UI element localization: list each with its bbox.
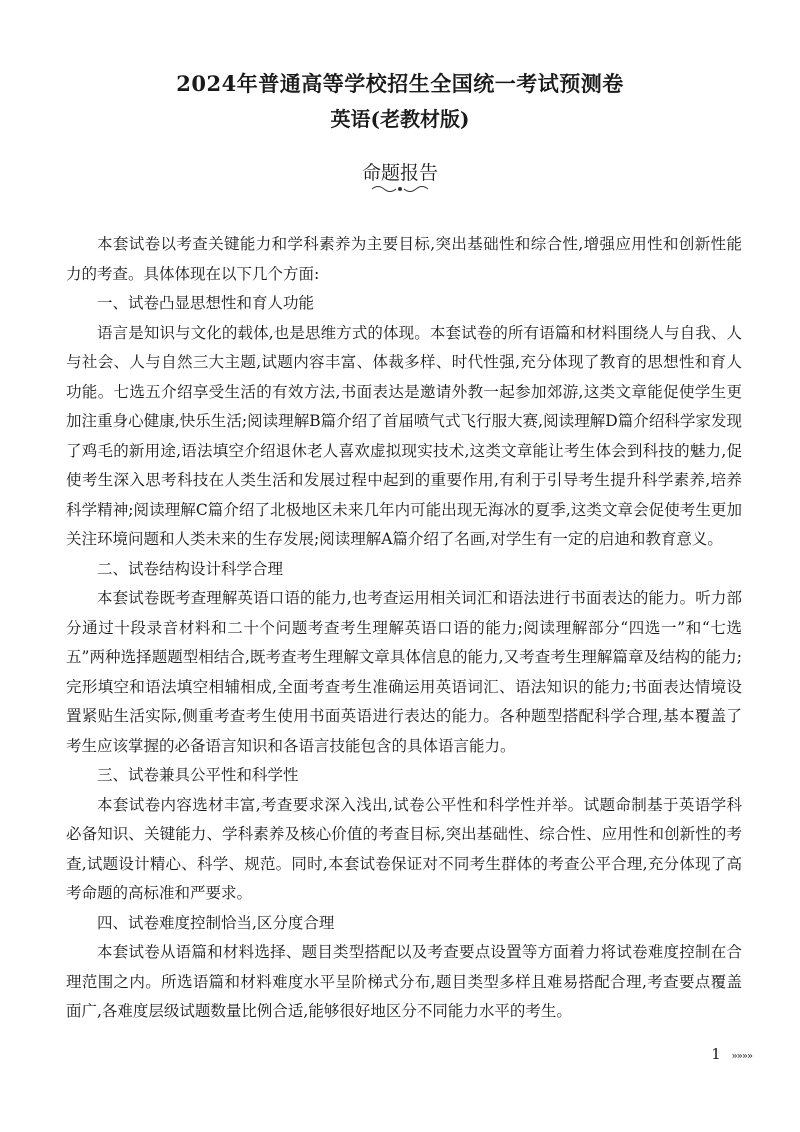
section-heading-3: 三、试卷兼具公平性和科学性 — [97, 766, 299, 784]
report-heading: 命题报告 — [361, 162, 438, 184]
document-title: 2024年普通高等学校招生全国统一考试预测卷 — [176, 71, 624, 96]
section-paragraph-4: 本套试卷从语篇和材料选择、题目类型搭配以及考查要点设置等方面着力将试卷难度控制在合理范围之内。所选语篇和材料难度水平呈阶梯式分布,题目类型多样且难易搭配合理,考查要点覆盖面广,各难度层级试题数量比例合适,能够很好地区分不同能力水平的考生。 — [66, 943, 742, 1020]
page-arrows-icon: »»»» — [731, 1051, 752, 1062]
ornament-divider — [370, 183, 430, 195]
page-footer — [711, 1045, 752, 1063]
section-heading-2: 二、试卷结构设计科学合理 — [97, 559, 284, 578]
section-paragraph-3: 本套试卷内容选材丰富,考查要求深入浅出,试卷公平性和科学性并举。试题命制基于英语学科必备知识、关键能力、学科素养及核心价值的考查目标,突出基础性、综合性、应用性和创新性的考查,试题设计精心、科学、规范。同时,本套试卷保证对不同考生群体的考查公平合理,充分体现了高考命题的高标准和严要求。 — [66, 795, 742, 902]
page-number: 1 — [711, 1045, 721, 1063]
section-heading-4: 四、试卷难度控制恰当,区分度合理 — [97, 913, 335, 932]
section-paragraph-1: 语言是知识与文化的载体,也是思维方式的体现。本套试卷的所有语篇和材料围绕人与自我、人与社会、人与自然三大主题,试题内容丰富、体裁多样、时代性强,充分体现了教育的思想性和育人功能。七选五介绍享受生活的有效方法,书面表达是邀请外教一起参加郊游,这类文章能促使学生更加注重身心健康,快乐生活;阅读理解B篇介绍了首届喷气式飞行服大赛,阅读理解D篇介绍科学家发现了鸡毛的新用途,语法填空介绍退休老人喜欢虚拟现实技术,这类文章能让考生体会到科技的魅力,促使考生深入思考科技在人类生活和发展过程中起到的重要作用,有利于引导考生提升科学素养,培养科学精神;阅读理解C篇介绍了北极地区未来几年内可能出现无海冰的夏季,这类文章会促使考生更加关注环境问题和人类未来的生存发展;阅读理解A篇介绍了名画,对学生有一定的启迪和教育意义。 — [66, 323, 742, 548]
intro-paragraph: 本套试卷以考查关键能力和学科素养为主要目标,突出基础性和综合性,增强应用性和创新性能力的考查。具体体现在以下几个方面: — [66, 235, 742, 283]
document-subtitle: 英语(老教材版) — [330, 107, 470, 131]
section-paragraph-2: 本套试卷既考查理解英语口语的能力,也考查运用相关词汇和语法进行书面表达的能力。听力部分通过十段录音材料和二十个问题考查考生理解英语口语的能力;阅读理解部分“四选一”和“七选五”两种选择题题型相结合,既考查考生理解文章具体信息的能力,又考查考生理解篇章及结构的能力;完形填空和语法填空相辅相成,全面考查考生准确运用英语词汇、语法知识的能力;书面表达情境设置紧贴生活实际,侧重考查考生使用书面英语进行表达的能力。各种题型搭配科学合理,基本覆盖了考生应该掌握的必备语言知识和各语言技能包含的具体语言能力。 — [66, 589, 742, 755]
section-heading-1: 一、试卷凸显思想性和育人功能 — [97, 294, 315, 312]
report-body — [66, 230, 742, 1027]
